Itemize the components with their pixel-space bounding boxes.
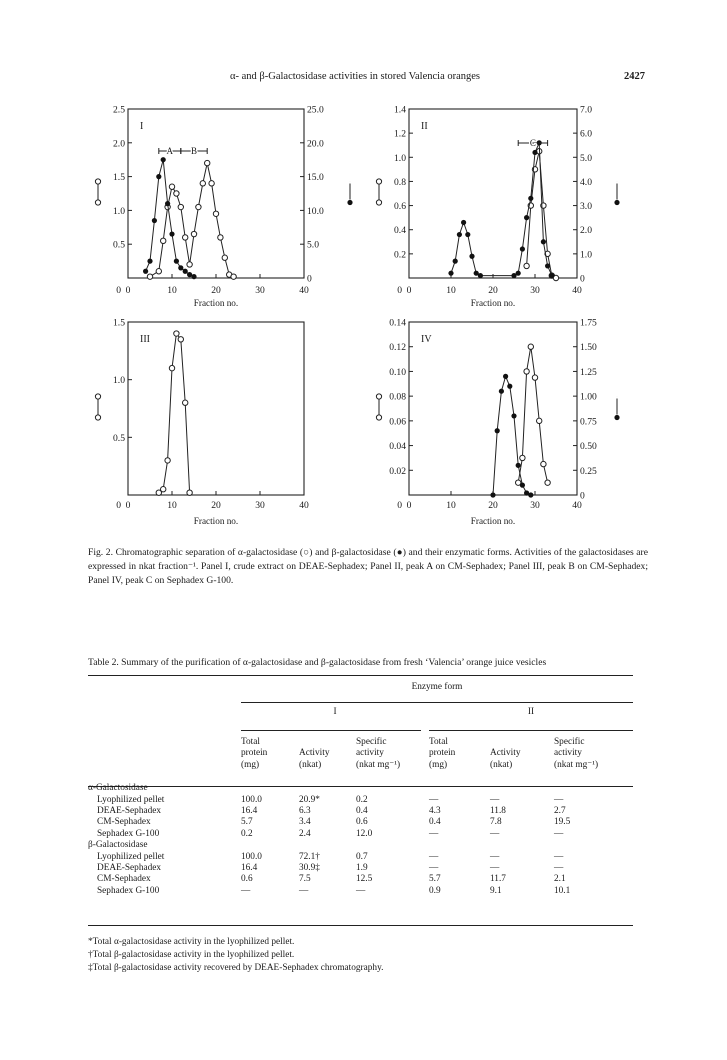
data-point-filled bbox=[478, 273, 483, 278]
x-tick-label: 20 bbox=[211, 285, 221, 296]
x-axis-label: Fraction no. bbox=[470, 298, 516, 308]
y2-tick-label: 1.75 bbox=[580, 317, 597, 329]
y2-tick-label: 0 bbox=[580, 490, 585, 502]
peak-label: B bbox=[190, 146, 198, 156]
x-tick-label: 40 bbox=[572, 285, 582, 296]
data-point-filled bbox=[507, 384, 512, 389]
data-point-filled bbox=[528, 492, 533, 497]
x-tick-label: 0 bbox=[125, 500, 131, 511]
table-cell: 0.2 bbox=[356, 794, 368, 805]
table-cell: 0.6 bbox=[241, 874, 253, 885]
y-tick-label: 0.08 bbox=[389, 391, 406, 403]
data-point-filled bbox=[183, 269, 188, 274]
y2-tick-label: 0.75 bbox=[580, 416, 597, 428]
purification-table bbox=[88, 678, 633, 897]
origin-label: 0 bbox=[116, 285, 121, 296]
y-tick-label: 1.0 bbox=[113, 205, 125, 217]
data-point-open bbox=[528, 344, 533, 349]
data-point-open bbox=[156, 269, 161, 274]
data-point-filled bbox=[448, 271, 453, 276]
plot-frame bbox=[409, 322, 577, 495]
x-tick-label: 30 bbox=[255, 285, 265, 296]
table-cell: 0.7 bbox=[356, 851, 368, 862]
table-cell: 72.1† bbox=[299, 851, 320, 862]
data-point-open bbox=[165, 458, 170, 463]
data-point-open bbox=[174, 191, 179, 196]
series-line-open bbox=[150, 163, 234, 277]
data-point-filled bbox=[520, 246, 525, 251]
table-row bbox=[88, 829, 633, 840]
table-cell: 30.9‡ bbox=[299, 863, 320, 874]
table-cell: — bbox=[554, 851, 564, 862]
peak-label: C bbox=[529, 138, 536, 148]
plot-frame bbox=[128, 322, 304, 495]
running-title: α- and β-Galactosidase activities in stored Valencia oranges bbox=[230, 71, 481, 82]
x-tick-label: 10 bbox=[167, 500, 177, 511]
column-header: (mg) bbox=[241, 759, 260, 770]
y2-tick-label: 7.0 bbox=[580, 104, 592, 116]
page-number: 2427 bbox=[624, 71, 645, 82]
data-point-filled bbox=[541, 239, 546, 244]
y-tick-label: 0.6 bbox=[394, 201, 406, 213]
row-label: DEAE-Sephadex bbox=[97, 863, 162, 874]
data-point-open bbox=[183, 235, 188, 240]
data-point-open bbox=[520, 455, 525, 460]
data-point-open bbox=[200, 181, 205, 186]
data-point-filled bbox=[469, 254, 474, 259]
table-cell: 9.1 bbox=[490, 885, 502, 896]
data-point-open bbox=[161, 238, 166, 243]
data-point-filled bbox=[545, 263, 550, 268]
table-stub-head bbox=[88, 702, 241, 729]
table-form-label: I bbox=[333, 707, 337, 717]
table-cell: 0.4 bbox=[429, 817, 441, 828]
table-cell: 3.4 bbox=[299, 817, 311, 828]
y-tick-label: 0.5 bbox=[113, 432, 125, 444]
table-stub-head bbox=[88, 678, 241, 702]
column-header: Total bbox=[429, 737, 448, 747]
column-header bbox=[299, 729, 356, 748]
column-header: protein bbox=[241, 748, 268, 759]
data-point-filled bbox=[178, 265, 183, 270]
series-line-open bbox=[159, 334, 190, 493]
column-header: (nkat) bbox=[490, 759, 513, 770]
y-tick-label: 2.0 bbox=[113, 138, 125, 150]
data-point-open bbox=[183, 400, 188, 405]
data-point-open bbox=[191, 231, 196, 236]
x-tick-label: 30 bbox=[255, 500, 265, 511]
y2-tick-label: 1.50 bbox=[580, 342, 597, 354]
data-point-open bbox=[209, 181, 214, 186]
row-label: Sephadex G-100 bbox=[97, 885, 160, 896]
table-cell: 10.1 bbox=[554, 885, 571, 896]
x-tick-label: 20 bbox=[488, 500, 498, 511]
x-tick-label: 10 bbox=[446, 285, 456, 296]
x-tick-label: 0 bbox=[406, 500, 412, 511]
data-point-filled bbox=[532, 150, 537, 155]
table-cell: 2.7 bbox=[554, 806, 566, 817]
figure-caption bbox=[88, 546, 648, 588]
table-cell: 2.4 bbox=[299, 828, 311, 839]
table-cell: — bbox=[490, 828, 500, 839]
y2-tick-label: 1.0 bbox=[580, 249, 592, 261]
open-marker-legend-icon bbox=[376, 200, 381, 205]
y-tick-label: 0.02 bbox=[389, 465, 406, 477]
data-point-filled bbox=[516, 463, 521, 468]
data-point-open bbox=[178, 337, 183, 342]
table-row bbox=[88, 806, 633, 817]
y2-tick-label: 1.25 bbox=[580, 366, 597, 378]
x-tick-label: 40 bbox=[299, 285, 309, 296]
data-point-filled bbox=[156, 174, 161, 179]
data-point-open bbox=[169, 184, 174, 189]
panel-label: III bbox=[140, 334, 150, 345]
table-cell: — bbox=[429, 863, 439, 874]
table-cell: — bbox=[490, 863, 500, 874]
table-cell: 2.1 bbox=[554, 874, 566, 885]
data-point-open bbox=[187, 262, 192, 267]
table-cell: 100.0 bbox=[241, 794, 262, 805]
x-tick-label: 0 bbox=[125, 285, 131, 296]
data-point-filled bbox=[520, 483, 525, 488]
open-marker-legend-icon bbox=[376, 179, 381, 184]
data-point-filled bbox=[457, 232, 462, 237]
data-point-open bbox=[169, 365, 174, 370]
data-point-filled bbox=[147, 259, 152, 264]
figure-2 bbox=[0, 95, 727, 535]
table-cell: 0.4 bbox=[356, 806, 368, 817]
column-header: Total bbox=[241, 737, 260, 747]
data-point-filled bbox=[503, 374, 508, 379]
column-header: activity bbox=[356, 748, 384, 759]
column-header: (nkat mg⁻¹) bbox=[356, 759, 401, 770]
table-stub-head bbox=[88, 748, 241, 759]
running-header bbox=[0, 71, 727, 87]
table-cell: 12.5 bbox=[356, 874, 373, 885]
table-cell: — bbox=[490, 794, 500, 805]
row-label: Sephadex G-100 bbox=[97, 828, 160, 839]
table-cell: 6.3 bbox=[299, 806, 311, 817]
open-marker-legend-icon bbox=[376, 415, 381, 420]
table-cell: — bbox=[554, 863, 564, 874]
data-point-open bbox=[524, 369, 529, 374]
data-point-open bbox=[532, 375, 537, 380]
peak-label: A bbox=[166, 146, 174, 156]
y2-tick-label: 20.0 bbox=[307, 138, 324, 150]
table-stub-head bbox=[88, 729, 241, 748]
open-marker-legend-icon bbox=[95, 394, 100, 399]
series-line-filled bbox=[146, 160, 194, 277]
table-top-rule bbox=[88, 675, 633, 676]
table-cell: 11.7 bbox=[490, 874, 506, 885]
open-marker-legend-icon bbox=[95, 415, 100, 420]
data-point-filled bbox=[161, 157, 166, 162]
data-point-open bbox=[161, 487, 166, 492]
table-cell: — bbox=[356, 885, 366, 896]
y2-tick-label: 10.0 bbox=[307, 205, 324, 217]
y2-tick-label: 3.0 bbox=[580, 201, 592, 213]
column-header: (mg) bbox=[429, 759, 448, 770]
column-header: Specific bbox=[554, 737, 585, 747]
plot-frame bbox=[128, 109, 304, 278]
data-point-filled bbox=[528, 196, 533, 201]
column-header: (nkat) bbox=[299, 759, 322, 770]
table-cell: — bbox=[299, 885, 309, 896]
table-cell: 0.9 bbox=[429, 885, 441, 896]
data-point-open bbox=[147, 274, 152, 279]
y2-tick-label: 5.0 bbox=[307, 239, 319, 251]
origin-label: 0 bbox=[397, 285, 402, 296]
y-tick-label: 0.06 bbox=[389, 416, 406, 428]
table-cell: 16.4 bbox=[241, 863, 258, 874]
origin-label: 0 bbox=[397, 500, 402, 511]
data-point-filled bbox=[152, 218, 157, 223]
table-row bbox=[88, 817, 633, 828]
table-cell: 11.8 bbox=[490, 806, 506, 817]
table-footnotes bbox=[88, 936, 383, 976]
table-stub-head bbox=[88, 760, 241, 771]
data-point-filled bbox=[495, 428, 500, 433]
table-cell: 12.0 bbox=[356, 828, 373, 839]
table-cell: — bbox=[554, 794, 564, 805]
x-axis-label: Fraction no. bbox=[470, 516, 516, 526]
data-point-open bbox=[545, 480, 550, 485]
y2-tick-label: 0.50 bbox=[580, 441, 597, 453]
y2-tick-label: 0 bbox=[580, 273, 585, 285]
open-marker-legend-icon bbox=[95, 179, 100, 184]
table-caption: Table 2. Summary of the purification of α-galactosidase and β-galactosidase from fresh ‘Valencia’ orange juice vesicles bbox=[88, 657, 547, 668]
data-point-filled bbox=[461, 220, 466, 225]
y-tick-label: 0.5 bbox=[113, 239, 125, 251]
footnote: ‡Total β-galactosidase activity recovered by DEAE-Sephadex chromatography. bbox=[88, 963, 384, 974]
data-point-filled bbox=[524, 215, 529, 220]
table-row bbox=[88, 863, 633, 874]
x-tick-label: 40 bbox=[299, 500, 309, 511]
table-spanner: Enzyme form bbox=[411, 682, 463, 692]
y2-tick-label: 25.0 bbox=[307, 104, 324, 116]
table-cell: 100.0 bbox=[241, 851, 262, 862]
table-cell: 4.3 bbox=[429, 806, 441, 817]
x-tick-label: 20 bbox=[488, 285, 498, 296]
row-label: Lyophilized pellet bbox=[97, 851, 165, 862]
data-point-open bbox=[196, 204, 201, 209]
y2-tick-label: 2.0 bbox=[580, 225, 592, 237]
y-tick-label: 1.4 bbox=[394, 104, 406, 116]
column-header bbox=[490, 729, 554, 748]
y-tick-label: 0.04 bbox=[389, 441, 406, 453]
y-tick-label: 1.5 bbox=[113, 317, 125, 329]
x-tick-label: 40 bbox=[572, 500, 582, 511]
data-point-filled bbox=[465, 232, 470, 237]
panel-label: I bbox=[140, 121, 144, 132]
y-tick-label: 1.0 bbox=[394, 152, 406, 164]
table-cell: — bbox=[554, 828, 564, 839]
y-tick-label: 1.0 bbox=[113, 375, 125, 387]
column-header: Activity bbox=[299, 748, 330, 759]
y2-tick-label: 4.0 bbox=[580, 176, 592, 188]
row-label: DEAE-Sephadex bbox=[97, 806, 162, 817]
data-point-open bbox=[205, 160, 210, 165]
data-point-filled bbox=[143, 269, 148, 274]
x-tick-label: 30 bbox=[530, 285, 540, 296]
data-point-open bbox=[231, 274, 236, 279]
y2-tick-label: 1.00 bbox=[580, 391, 597, 403]
table-cell: 1.9 bbox=[356, 863, 368, 874]
column-header: (nkat mg⁻¹) bbox=[554, 759, 599, 770]
table-cell: — bbox=[490, 851, 500, 862]
column-header: protein bbox=[429, 748, 456, 759]
data-point-filled bbox=[191, 274, 196, 279]
data-point-open bbox=[174, 331, 179, 336]
filled-marker-legend-icon bbox=[614, 415, 619, 420]
row-label: CM-Sephadex bbox=[97, 874, 151, 885]
table-cell: 7.8 bbox=[490, 817, 502, 828]
table-cell: 20.9* bbox=[299, 794, 320, 805]
table-cell: 0.6 bbox=[356, 817, 368, 828]
filled-marker-legend-icon bbox=[614, 200, 619, 205]
x-tick-label: 0 bbox=[406, 285, 412, 296]
table-cell: — bbox=[429, 851, 439, 862]
data-point-filled bbox=[453, 259, 458, 264]
y-tick-label: 0.2 bbox=[394, 249, 406, 261]
data-point-filled bbox=[549, 273, 554, 278]
table-row bbox=[88, 852, 633, 863]
data-point-filled bbox=[165, 201, 170, 206]
x-tick-label: 30 bbox=[530, 500, 540, 511]
y-tick-label: 0.14 bbox=[389, 317, 406, 329]
data-point-filled bbox=[511, 413, 516, 418]
column-header: Activity bbox=[490, 748, 521, 759]
table-cell: 5.7 bbox=[429, 874, 441, 885]
x-tick-label: 20 bbox=[211, 500, 221, 511]
table-cell: — bbox=[429, 794, 439, 805]
x-tick-label: 10 bbox=[167, 285, 177, 296]
y2-tick-label: 0 bbox=[307, 273, 312, 285]
y-tick-label: 0.4 bbox=[394, 225, 406, 237]
data-point-filled bbox=[169, 231, 174, 236]
row-label: CM-Sephadex bbox=[97, 817, 151, 828]
open-marker-legend-icon bbox=[95, 200, 100, 205]
y-tick-label: 0.10 bbox=[389, 366, 406, 378]
row-group-label: α-Galactosidase bbox=[88, 783, 148, 794]
data-point-filled bbox=[490, 492, 495, 497]
y2-tick-label: 6.0 bbox=[580, 128, 592, 140]
figure-caption-text: Fig. 2. Chromatographic separation of α-galactosidase (○) and β-galactosidase (●) and their enzymatic forms. Activities of the galactosidases are expressed in nkat fraction⁻¹. Panel I, crude extract on DEAE-Sephadex; Panel II, peak A on CM-Sephadex; Panel III, peak B on CM-Sephadex; Panel IV, peak C on Sephadex G-100. bbox=[88, 547, 648, 586]
data-point-open bbox=[524, 263, 529, 268]
table-row bbox=[88, 795, 633, 806]
data-point-open bbox=[213, 211, 218, 216]
y-tick-label: 0.12 bbox=[389, 342, 406, 354]
table-cell: 16.4 bbox=[241, 806, 258, 817]
origin-label: 0 bbox=[116, 500, 121, 511]
row-group-label: β-Galactosidase bbox=[88, 840, 148, 851]
table-cell: 0.2 bbox=[241, 828, 253, 839]
y-tick-label: 2.5 bbox=[113, 104, 125, 116]
data-point-filled bbox=[516, 271, 521, 276]
filled-marker-legend-icon bbox=[347, 200, 352, 205]
data-point-open bbox=[178, 204, 183, 209]
y2-tick-label: 0.25 bbox=[580, 465, 597, 477]
table-cell: 5.7 bbox=[241, 817, 253, 828]
table-row bbox=[88, 874, 633, 885]
y2-tick-label: 5.0 bbox=[580, 152, 592, 164]
y-tick-label: 0.8 bbox=[394, 176, 406, 188]
plot-frame bbox=[409, 109, 577, 278]
y-tick-label: 1.5 bbox=[113, 172, 125, 184]
data-point-open bbox=[218, 235, 223, 240]
x-axis-label: Fraction no. bbox=[193, 516, 239, 526]
table-form-label: II bbox=[527, 707, 535, 717]
table-cell: — bbox=[429, 828, 439, 839]
column-header: Specific bbox=[356, 737, 387, 747]
table-cell: 19.5 bbox=[554, 817, 571, 828]
open-marker-legend-icon bbox=[376, 394, 381, 399]
y2-tick-label: 15.0 bbox=[307, 172, 324, 184]
y-tick-label: 1.2 bbox=[394, 128, 406, 140]
data-point-open bbox=[537, 418, 542, 423]
panel-label: IV bbox=[421, 334, 432, 345]
data-point-open bbox=[541, 461, 546, 466]
data-point-open bbox=[187, 490, 192, 495]
table-row bbox=[88, 886, 633, 897]
table-bottom-rule bbox=[88, 925, 633, 926]
column-header: activity bbox=[554, 748, 582, 759]
data-point-filled bbox=[499, 389, 504, 394]
panel-label: II bbox=[421, 121, 428, 132]
x-tick-label: 10 bbox=[446, 500, 456, 511]
data-point-open bbox=[222, 255, 227, 260]
footnote: †Total β-galactosidase activity in the lyophilized pellet. bbox=[88, 950, 295, 961]
footnote: *Total α-galactosidase activity in the lyophilized pellet. bbox=[88, 937, 295, 947]
table-cell: — bbox=[241, 885, 251, 896]
table-cell: 7.5 bbox=[299, 874, 311, 885]
data-point-filled bbox=[174, 259, 179, 264]
series-line-open bbox=[527, 151, 556, 278]
x-axis-label: Fraction no. bbox=[193, 298, 239, 308]
row-label: Lyophilized pellet bbox=[97, 794, 165, 805]
